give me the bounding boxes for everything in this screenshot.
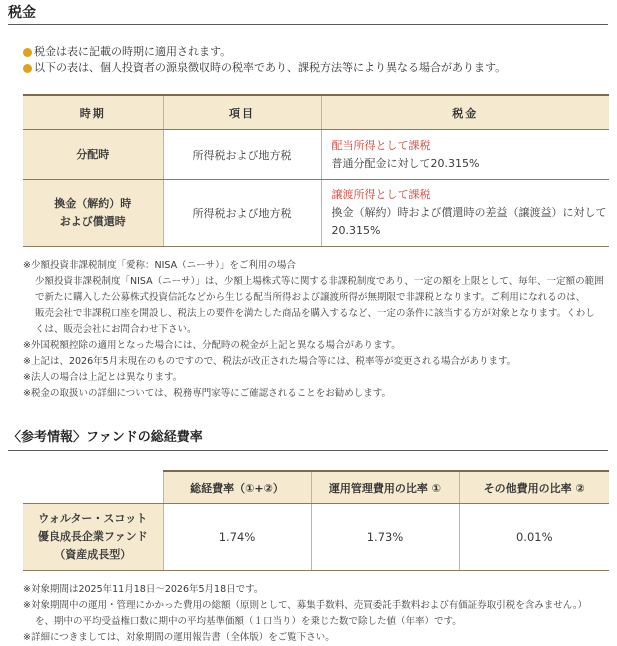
bullet-text: 税金は表に記載の時期に適用されます。 xyxy=(34,45,232,58)
fee-table-header-row xyxy=(23,471,609,504)
period-line: 換金（解約）時 xyxy=(54,197,132,210)
item-cell: 所得税および地方税 xyxy=(163,130,321,180)
header-other-expense: その他費用の比率 ② xyxy=(459,471,609,504)
period-line: 分配時 xyxy=(76,147,110,161)
note-line: ※法人の場合は上記とは異なります。 xyxy=(23,372,183,383)
note-line: ※対象期間中の運用・管理にかかった費用の総額（原則として、募集手数料、売買委託手数料および有価証券取引税を含みません。） xyxy=(23,600,588,611)
tax-notes xyxy=(23,258,613,402)
header-item: 項目 xyxy=(163,95,321,130)
other-expense-value: 0.01% xyxy=(459,504,609,571)
tax-cell xyxy=(321,130,609,180)
bullet-item xyxy=(23,60,506,76)
tax-detail: 普通分配金に対して20.315% xyxy=(331,156,480,170)
period-line: および償還時 xyxy=(59,215,126,228)
management-fee-value: 1.73% xyxy=(311,504,459,571)
tax-bullets xyxy=(23,44,506,76)
period-cell xyxy=(23,130,163,180)
tax-section-title: 税金 xyxy=(8,5,36,21)
tax-cell xyxy=(321,180,609,247)
period-cell xyxy=(23,180,163,247)
fund-name-cell xyxy=(23,504,163,571)
header-tax: 税金 xyxy=(321,95,609,130)
note-line: ※外国税額控除の適用となった場合には、分配時の税金が上記と異なる場合があります。 xyxy=(23,340,401,351)
note-line: ※詳細につきましては、対象期間の運用報告書（全体版）をご覧下さい。 xyxy=(23,632,335,643)
tax-table xyxy=(23,94,609,247)
fee-notes xyxy=(23,582,615,646)
bullet-dot-icon xyxy=(23,48,32,57)
fee-table xyxy=(23,470,609,571)
note-line: で新たに購入した公募株式投資信託などから生じる配当所得および譲渡所得が無期限で非課税となります。ご利用になれるのは、 xyxy=(35,292,586,303)
fee-section-divider xyxy=(8,450,608,451)
note-line: 少額投資非課税制度「NISA（ニーサ）」は、少額上場株式等に関する非課税制度であり、一定の額を上限として、毎年、一定額の範囲 xyxy=(35,276,604,287)
fee-section-title: 〈参考情報〉ファンドの総経費率 xyxy=(8,430,203,445)
total-expense-value: 1.74% xyxy=(163,504,311,571)
fund-name-line: ウォルター・スコット xyxy=(38,512,148,525)
tax-detail: 20.315% xyxy=(331,224,381,237)
tax-detail: 換金（解約）時および償還時の差益（譲渡益）に対して xyxy=(331,206,607,219)
tax-type: 譲渡所得として課税 xyxy=(331,188,431,201)
header-total-expense: 総経費率（①+②） xyxy=(163,471,311,504)
note-line: 販売会社で非課税口座を開設し、税法上の要件を満たした商品を購入するなど、一定の条件に該当する方が対象となります。くわし xyxy=(35,308,595,319)
fund-name-line: （資産成長型） xyxy=(54,548,132,561)
tax-table-row xyxy=(23,180,609,247)
bullet-item xyxy=(23,44,506,60)
header-blank xyxy=(23,471,163,504)
note-line: くは、販売会社にお問合わせ下さい。 xyxy=(35,324,197,335)
fee-table-row xyxy=(23,504,609,571)
note-line: ※税金の取扱いの詳細については、税務専門家等にご確認されることをお勧めします。 xyxy=(23,388,392,399)
header-period: 時期 xyxy=(23,95,163,130)
tax-table-header-row xyxy=(23,95,609,130)
tax-section-divider xyxy=(8,24,608,25)
bullet-text: 以下の表は、個人投資者の源泉徴収時の税率であり、課税方法等により異なる場合があります。 xyxy=(34,61,507,74)
note-line: ※対象期間は2025年11月18日～2026年5月18日です。 xyxy=(23,584,264,595)
item-cell: 所得税および地方税 xyxy=(163,180,321,247)
bullet-dot-icon xyxy=(23,64,32,73)
note-line: を、期中の平均受益権口数に期中の平均基準価額（１口当り）を乗じた数で除した値（年率）です。 xyxy=(35,616,462,627)
tax-table-row xyxy=(23,130,609,180)
note-line: ※少額投資非課税制度「愛称：NISA（ニーサ）」をご利用の場合 xyxy=(23,260,296,271)
note-line: ※上記は、2026年5月末現在のものですので、税法が改正された場合等には、税率等が変更される場合があります。 xyxy=(23,356,517,367)
fund-name-line: 優良成長企業ファンド xyxy=(37,530,148,543)
header-management-fee: 運用管理費用の比率 ① xyxy=(311,471,459,504)
tax-type: 配当所得として課税 xyxy=(331,138,431,152)
